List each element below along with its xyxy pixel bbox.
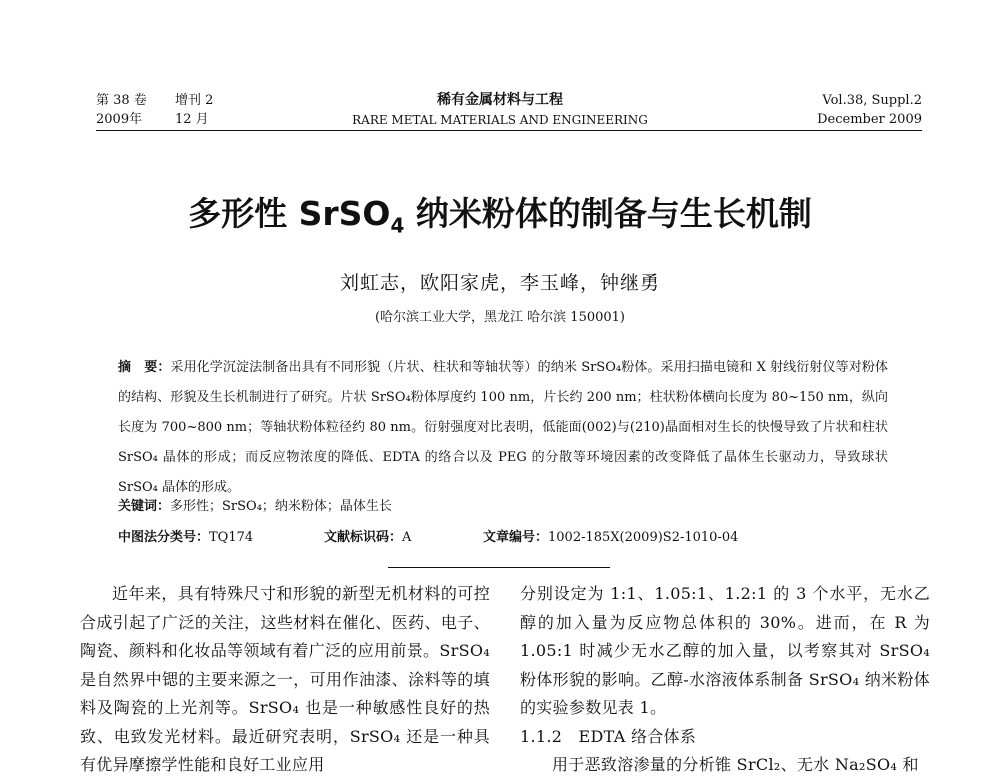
header-issue: 增刊 2 — [175, 93, 214, 108]
journal-title-en: RARE METAL MATERIALS AND ENGINEERING — [352, 113, 648, 127]
header-month: 12 月 — [175, 112, 209, 127]
body-right-column — [520, 580, 930, 780]
header-volume: 第 38 卷 — [96, 93, 147, 108]
intro-paragraph: 近年来，具有特殊尺寸和形貌的新型无机材料的可控合成引起了广泛的关注，这些材料在催化、医药、电子、陶瓷、颜料和化妆品等领域有着广泛的应用前景。SrSO₄ 是自然界中锶的主要来源之一，可用作油漆、涂料等的填料及陶瓷的上光剂等。SrSO₄ 也是一种敏感性良好的热致、电致发光材料。最近研究表明，SrSO₄ 还是一种具有优异摩擦学性能和良好工业应用 — [80, 584, 490, 774]
body-left-column — [80, 580, 490, 780]
clc-number: 中图法分类号：TQ174 — [118, 530, 254, 545]
subsection-heading: 1.1.2 EDTA 络合体系 — [520, 726, 697, 746]
keywords-label: 关键词： — [118, 499, 171, 514]
abstract-text: 采用化学沉淀法制备出具有不同形貌（片状、柱状和等轴状等）的纳米 SrSO₄粉体。采用扫描电镜和 X 射线衍射仪等对粉体的结构、形貌及生长机制进行了研究。片状 SrSO₄粉体厚度约 100 nm，片长约 200 nm；柱状粉体横向长度为 80~150 nm，纵向长度为 700~800 nm；等轴状粉体粒径约 80 nm。衍射强度对比表明，低能面(002)与(210)晶面相对生长的快慢导致了片状和柱状 SrSO₄ 晶体的形成；而反应物浓度的降低、EDTA 的络合以及 PEG 的分散等环境因素的改变降低了晶体生长驱动力，导致球状 SrSO₄ 晶体的形成。 — [118, 360, 888, 495]
keywords-text: 多形性；SrSO₄；纳米粉体；晶体生长 — [170, 499, 392, 514]
header-rule — [96, 130, 922, 131]
method-next-paragraph: 用于恶致溶渗量的分析锥 SrCl₂、无水 Na₂SO₄ 和 — [552, 755, 919, 774]
section-divider — [388, 567, 610, 568]
abstract — [118, 353, 888, 503]
keywords — [118, 498, 888, 516]
method-paragraph: 分别设定为 1:1、1.05:1、1.2:1 的 3 个水平，无水乙醇的加入量为反应物总体积的 30%。进而，在 R 为 1.05:1 时减少无水乙醇的加入量，以考察其对 SrSO₄ 粉体形貌的影响。乙醇-水溶液体系制备 SrSO₄ 纳米粉体的实验参数见表 1。 — [520, 584, 930, 717]
affiliation: (哈尔滨工业大学，黑龙江 哈尔滨 150001) — [374, 310, 626, 325]
header-year: 2009年 — [96, 112, 143, 127]
journal-title-cn: 稀有金属材料与工程 — [437, 92, 563, 108]
paper-title: 多形性 SrSO$_4$ 纳米粉体的制备与生长机制 — [188, 194, 812, 238]
header-date-en: December 2009 — [817, 112, 922, 127]
abstract-label: 摘 要： — [118, 360, 171, 375]
document-code: 文献标识码：A — [324, 530, 412, 545]
header-vol-en: Vol.38, Suppl.2 — [822, 93, 922, 108]
author-list: 刘虹志，欧阳家虎，李玉峰，钟继勇 — [339, 272, 660, 294]
article-number: 文章编号：1002-185X(2009)S2-1010-04 — [483, 530, 739, 545]
